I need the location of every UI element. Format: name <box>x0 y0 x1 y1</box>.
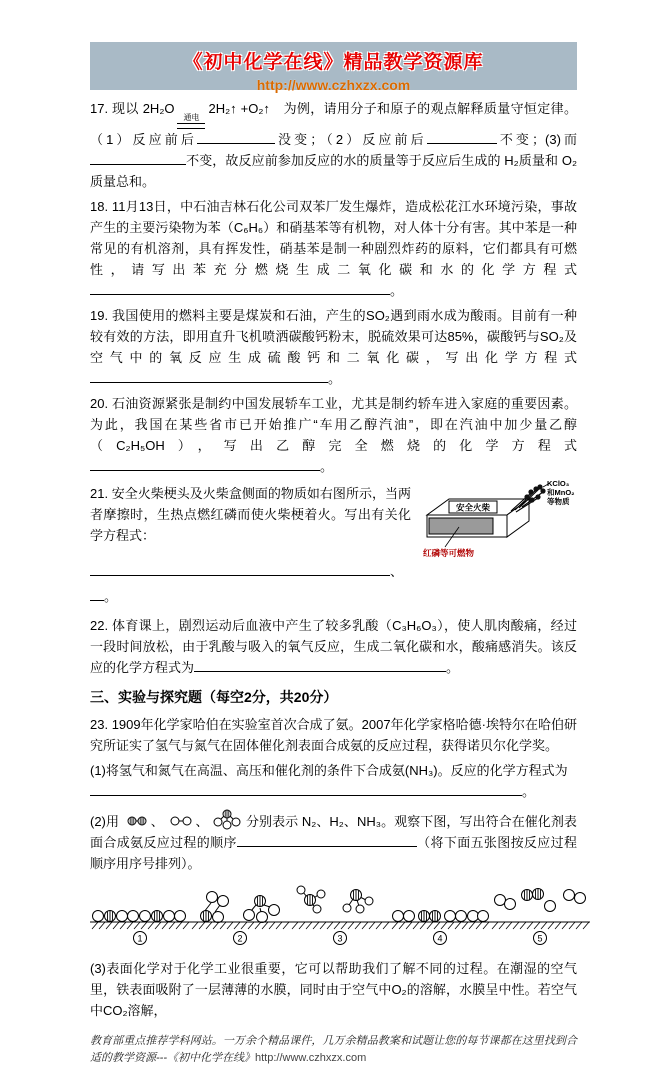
step-number: 5 <box>537 933 543 944</box>
surface-hatching <box>92 922 189 929</box>
matchbox-figure <box>419 477 577 559</box>
footer-text: 教育部重点推荐学科网站。一万余个精品课件，几万余精品教案和试题让您的每节课都在这里找到合适的教学资源---《初中化学在线》 <box>90 1035 577 1064</box>
q23-p2-pre: (2)用 <box>90 814 120 829</box>
reaction-step-figure-5 <box>490 884 590 948</box>
question-20 <box>90 393 577 477</box>
q23-sep-2: 、 <box>195 814 209 829</box>
q23-part2 <box>90 808 577 874</box>
section-3-heading: 三、实验与探究题（每空2分，共20分） <box>90 689 338 705</box>
surface-hatching <box>492 922 589 929</box>
question-22 <box>90 615 577 678</box>
reaction-step-figure-1 <box>90 884 190 948</box>
surface-hatching <box>292 922 389 929</box>
q21-end: 。 <box>104 589 118 604</box>
reaction-step-figure-4 <box>390 884 490 948</box>
step-number: 2 <box>237 933 243 944</box>
q17-eq-right: 2H₂↑ +O₂↑ <box>208 101 270 116</box>
box-label: 安全火柴 <box>455 502 491 513</box>
q23-p1-end: 。 <box>522 784 536 799</box>
banner-title: 《初中化学在线》精品教学资源库 <box>183 52 484 73</box>
match-head-label-3: 等物质 <box>547 497 570 506</box>
step-number: 4 <box>437 933 443 944</box>
answer-blank <box>90 561 390 576</box>
footer-url: http://www.czhxzx.com <box>255 1052 367 1064</box>
q17-text-2: 没变；（2）反应前后 <box>274 132 427 147</box>
q18-text: 18. 11月13日，中石油吉林石化公司双苯厂发生爆炸，造成松花江水环境污染，事故产生的主要污染物为苯（C₆H₆）和硝基苯等有机物，对人体十分有害。其中苯是一种常见的有机溶剂，具有挥发性，硝基苯是制一种剧烈炸药的原料，它们都具有可燃性，请写出苯充分燃烧生成二氧化碳和水的化学方程式 <box>90 199 577 277</box>
surface-hatching <box>192 922 289 929</box>
q23-part1 <box>90 760 577 802</box>
q17-text-pre: 17. 现以 2H₂O <box>90 101 175 116</box>
q23-part3: (3)表面化学对于化学工业很重要，它可以帮助我们了解不同的过程。在潮湿的空气里，铁表面吸附了一层薄薄的水膜，同时由于空气中O₂的溶解，水膜呈中性。若空气中CO₂溶解， <box>90 961 577 1018</box>
step-number: 3 <box>337 933 343 944</box>
q17-text-after: 为例，请用分子和原子的观点解释质量守恒定律。（1）反应前后 <box>90 101 577 147</box>
question-17 <box>90 98 577 192</box>
answer-blank <box>237 832 417 847</box>
q17-text-3: 不变；(3)而 <box>496 132 578 147</box>
q17-text-4: 不变，故反应前参加反应的水的质量等于反应后生成的 H₂质量和 O₂质量总和。 <box>90 153 577 189</box>
answer-blank <box>90 150 186 165</box>
q19-end: 。 <box>328 371 342 386</box>
q20-text: 20. 石油资源紧张是制约中国发展轿车工业，尤其是制约轿车进入家庭的重要因素。为此，我国在某些省市已开始推广“车用乙醇汽油”，即在汽油中加少量乙醇（C₂H₅OH），写出乙醇完全燃烧的化学方程式 <box>90 396 577 453</box>
h2-molecule-icon <box>168 812 194 830</box>
q22-end: 。 <box>446 660 460 675</box>
page-footer <box>90 1033 577 1067</box>
reaction-step-figure-3 <box>290 884 390 948</box>
answer-blank <box>197 129 275 144</box>
answer-blank <box>194 657 446 672</box>
surface-hatching <box>392 922 489 929</box>
question-18 <box>90 196 577 301</box>
condition-label: 通电 <box>183 113 200 122</box>
q23-p2-post: （将下面五张图按反应过程顺序用序号排列）。 <box>90 835 577 871</box>
striking-strip-label: 红磷等可燃物 <box>423 548 475 558</box>
answer-blank <box>90 280 390 295</box>
q18-end: 。 <box>390 283 404 298</box>
q21-end-line <box>90 586 577 607</box>
electrolysis-condition <box>177 114 205 129</box>
answer-blank <box>90 368 328 383</box>
question-23-intro: 23. 1909年化学家哈伯在实验室首次合成了氨。2007年化学家格哈德·埃特尔在哈伯研究所证实了氢气与氮气在固体催化剂表面合成氨的反应过程，获得诺贝尔化学奖。 <box>90 717 577 753</box>
q21-blank-line <box>90 561 577 582</box>
match-head-label-1: KClO₃ <box>547 479 570 488</box>
q23-sep-1: 、 <box>150 814 164 829</box>
q22-text: 22. 体育课上，剧烈运动后血液中产生了较多乳酸（C₃H₆O₃），使人肌肉酸痛，经过一段时间放松，由于乳酸与吸入的氧气反应，生成二氧化碳和水，酸痛感消失。该反应的化学方程式为 <box>90 618 577 675</box>
q19-text: 19. 我国使用的燃料主要是煤炭和石油，产生的SO₂遇到雨水成为酸雨。目前有一种较有效的方法，即用直升飞机喷洒碳酸钙粉末，脱硫效果可达85%，碳酸钙与SO₂及空气中的氧反应生成硫酸钙和二氧化碳，写出化学方程式 <box>90 308 577 365</box>
site-banner <box>90 42 577 93</box>
nh3-molecule-icon <box>213 808 241 830</box>
q20-end: 。 <box>320 459 334 474</box>
question-19 <box>90 305 577 389</box>
q23-p1-text: (1)将氢气和氮气在高温、高压和催化剂的条件下合成氨(NH₃)。反应的化学方程式为 <box>90 763 568 778</box>
answer-blank <box>90 456 320 471</box>
match-head-label-2: 和MnO₂ <box>547 488 575 497</box>
q21-body: 21. 安全火柴梗头及火柴盒侧面的物质如右图所示，当两者摩擦时，生热点燃红磷而使火柴梗着火。写出有关化学方程式： <box>90 486 411 543</box>
answer-blank <box>90 586 104 601</box>
question-21 <box>90 479 577 607</box>
striking-strip <box>429 518 493 534</box>
reaction-step-figures <box>90 884 577 948</box>
reaction-step-figure-2 <box>190 884 290 948</box>
banner-url: http://www.czhxzx.com <box>256 77 411 93</box>
step-number: 1 <box>137 933 143 944</box>
answer-blank <box>90 781 522 796</box>
q21-separator: 、 <box>390 564 404 579</box>
q23-p2-mid: 分别表示 N₂、H₂、NH₃。观察下图，写出符合在催化剂表面合成氨反应过程的顺序 <box>90 814 577 850</box>
answer-blank <box>427 129 497 144</box>
n2-molecule-icon <box>124 812 150 830</box>
